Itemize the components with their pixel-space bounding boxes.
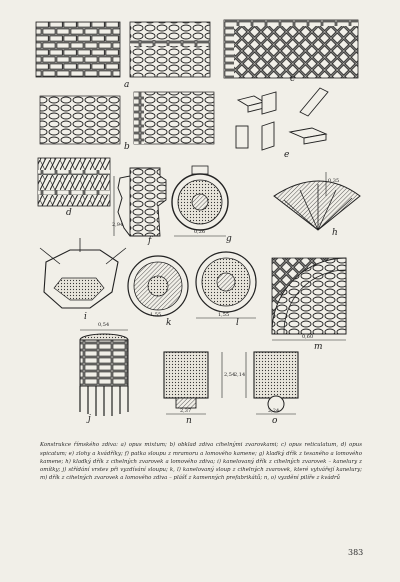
figure-o-pier <box>246 352 298 414</box>
label-e: e <box>284 150 290 160</box>
dim-n-height: 2,54 <box>224 372 236 378</box>
dim-o-width: 2,24 <box>268 408 280 414</box>
label-a: a <box>124 80 130 90</box>
label-j: j <box>88 414 91 424</box>
label-n: n <box>186 416 192 426</box>
dim-o-height: 2,14 <box>234 372 246 378</box>
figure-k-fluted-column <box>128 256 188 316</box>
dim-l-diameter: 1,55 <box>218 312 230 318</box>
label-o: o <box>272 416 278 426</box>
label-k: k <box>166 318 172 328</box>
figure-c-opus-reticulatum <box>224 20 358 78</box>
figure-e-blocks <box>236 88 328 150</box>
dim-k-diameter: 1,55 <box>150 312 162 318</box>
page-number: 383 <box>348 548 364 557</box>
label-g: g <box>226 234 232 244</box>
label-d: d <box>66 208 72 218</box>
figure-caption: Konstrukce římského zdiva: a) opus mixtum; b) obklad zdiva cihelnými zvarovkami; c) opus reticulatum, d) opus spicatum; e) zlohy a kvádříky; f) patka sloupu z mramoru a lomového kamene; g) kladký dřík z tesaného a lomového kamene; h) kladký dřík z cihelných zvarovek a lomového zdiva; i) kanelovaný dřík z cihelných zvarovek – kanelury z omítky; j) střídání vrstev při vyzdívání sloupu; k, l) kanelovaný sloup z cihelných zvarovek, které vytvářejí kanelury; m) dřík z cihelných zvarovek a lomového zdiva – plášť z kamenných prefabrikátů; n, o) vyzdění pilíře z kvádrů <box>40 442 362 482</box>
figure-a-opus-mixtum <box>36 22 120 77</box>
label-m: m <box>314 342 323 352</box>
figure-l-fluted-column <box>196 252 256 318</box>
label-i: i <box>84 312 87 322</box>
label-b: b <box>124 142 130 152</box>
label-c: c <box>290 74 296 84</box>
figure-i-polygon-section <box>40 238 126 308</box>
dim-j-width: 0,54 <box>98 322 110 328</box>
figure-b-rubble-panels <box>40 92 214 144</box>
dim-f-height: 2,94 <box>112 222 124 228</box>
figure-b-brick-facing <box>130 22 210 77</box>
figure-n-pier <box>164 352 222 414</box>
dim-m-radius: 0,60 <box>302 334 314 340</box>
label-l: l <box>236 318 239 328</box>
figure-h-brick-fan <box>274 172 360 230</box>
dim-n-width: 2,37 <box>180 408 192 414</box>
figure-d-opus-spicatum <box>38 158 110 206</box>
figure-j-column-layers <box>80 330 128 416</box>
dim-g-diameter: 0,26 <box>194 229 206 235</box>
figure-m-quarter-column <box>272 258 346 340</box>
figure-g-column-section <box>172 166 228 236</box>
dim-h-width: 0,35 <box>328 178 340 184</box>
label-f: f <box>148 236 152 246</box>
label-h: h <box>332 228 338 238</box>
